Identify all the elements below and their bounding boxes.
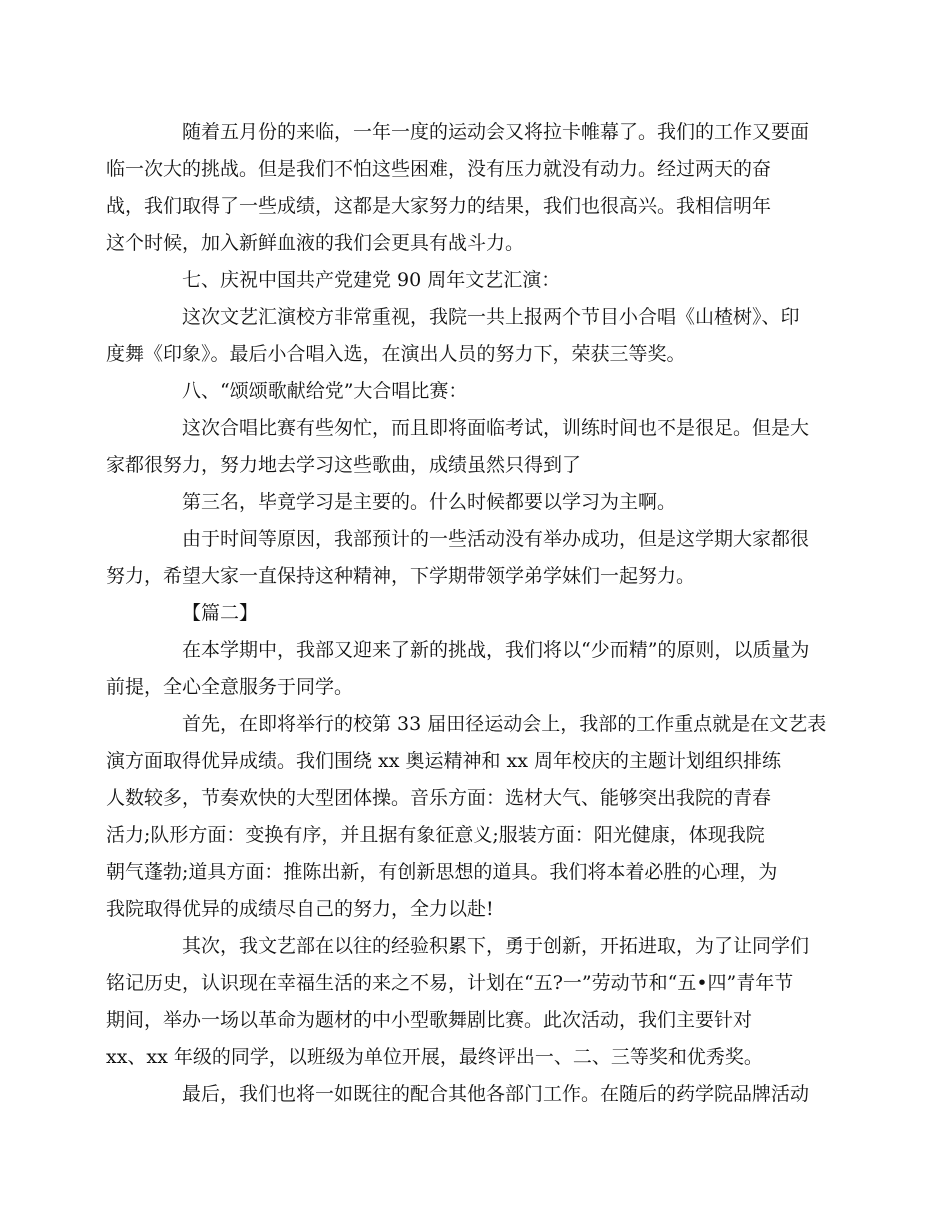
- text-line: 前提，全心全意服务于同学。: [106, 676, 354, 698]
- paragraph: [144, 1076, 808, 1113]
- text-line: 铭记历史，认识现在幸福生活的来之不易，计划在“五?一”劳动节和“五•四”青年节: [106, 972, 794, 994]
- section-heading: [144, 262, 808, 299]
- section-heading: [144, 373, 808, 410]
- document-body: [106, 114, 827, 1113]
- section-heading: [144, 484, 808, 521]
- text-line: 我院取得优异的成绩尽自己的努力，全力以赴!: [106, 898, 494, 920]
- text-line: 八、“颂颂歌献给党”大合唱比赛：: [182, 380, 468, 402]
- paragraph: [106, 114, 810, 262]
- text-line: 第三名，毕竟学习是主要的。什么时候都要以学习为主啊。: [182, 491, 677, 513]
- text-line: 由于时间等原因，我部预计的一些活动没有举办成功，但是这学期大家都很: [182, 528, 810, 550]
- text-line: 度舞《印象》。最后小合唱入选，在演出人员的努力下，荣获三等奖。: [106, 343, 686, 365]
- section-heading: [144, 595, 808, 632]
- text-line: 战，我们取得了一些成绩，这都是大家努力的结果，我们也很高兴。我相信明年: [106, 195, 772, 217]
- text-line: 演方面取得优异成绩。我们围绕 xx 奥运精神和 xx 周年校庆的主题计划组织排练: [106, 750, 782, 772]
- text-line: 朝气蓬勃;道具方面：推陈出新，有创新思想的道具。我们将本着必胜的心理，为: [106, 861, 778, 883]
- paragraph: [106, 928, 810, 1076]
- paragraph: [106, 632, 810, 706]
- text-line: 这次文艺汇演校方非常重视，我院一共上报两个节目小合唱《山楂树》、印: [182, 306, 800, 328]
- text-line: 在本学期中，我部又迎来了新的挑战，我们将以“少而精”的原则，以质量为: [182, 639, 810, 661]
- text-line: 七、庆祝中国共产党建党 90 周年文艺汇演：: [182, 269, 561, 291]
- text-line: 这个时候，加入新鲜血液的我们会更具有战斗力。: [106, 232, 525, 254]
- paragraph: [106, 410, 810, 484]
- text-line: 这次合唱比赛有些匆忙，而且即将面临考试，训练时间也不是很足。但是大: [182, 417, 810, 439]
- paragraph: [106, 706, 827, 928]
- text-line: 【篇二】: [182, 602, 259, 624]
- text-line: 努力，希望大家一直保持这种精神，下学期带领学弟学妹们一起努力。: [106, 565, 696, 587]
- text-line: 最后，我们也将一如既往的配合其他各部门工作。在随后的药学院品牌活动: [182, 1083, 810, 1105]
- paragraph: [106, 299, 808, 373]
- paragraph: [106, 521, 810, 595]
- text-line: 期间，举办一场以革命为题材的中小型歌舞剧比赛。此次活动，我们主要针对: [106, 1009, 753, 1031]
- text-line: 首先，在即将举行的校第 33 届田径运动会上，我部的工作重点就是在文艺表: [182, 713, 827, 735]
- text-line: 人数较多，节奏欢快的大型团体操。音乐方面：选材大气、能够突出我院的青春: [106, 787, 772, 809]
- text-line: xx、xx 年级的同学，以班级为单位开展，最终评出一、二、三等奖和优秀奖。: [106, 1046, 763, 1068]
- text-line: 活力;队形方面：变换有序，并且据有象征意义;服装方面：阳光健康，体现我院: [106, 824, 765, 846]
- text-line: 临一次大的挑战。但是我们不怕这些困难，没有压力就没有动力。经过两天的奋: [106, 158, 772, 180]
- text-line: 随着五月份的来临，一年一度的运动会又将拉卡帷幕了。我们的工作又要面: [182, 121, 810, 143]
- text-line: 其次，我文艺部在以往的经验积累下，勇于创新，开拓进取，为了让同学们: [182, 935, 810, 957]
- text-line: 家都很努力，努力地去学习这些歌曲，成绩虽然只得到了: [106, 454, 582, 476]
